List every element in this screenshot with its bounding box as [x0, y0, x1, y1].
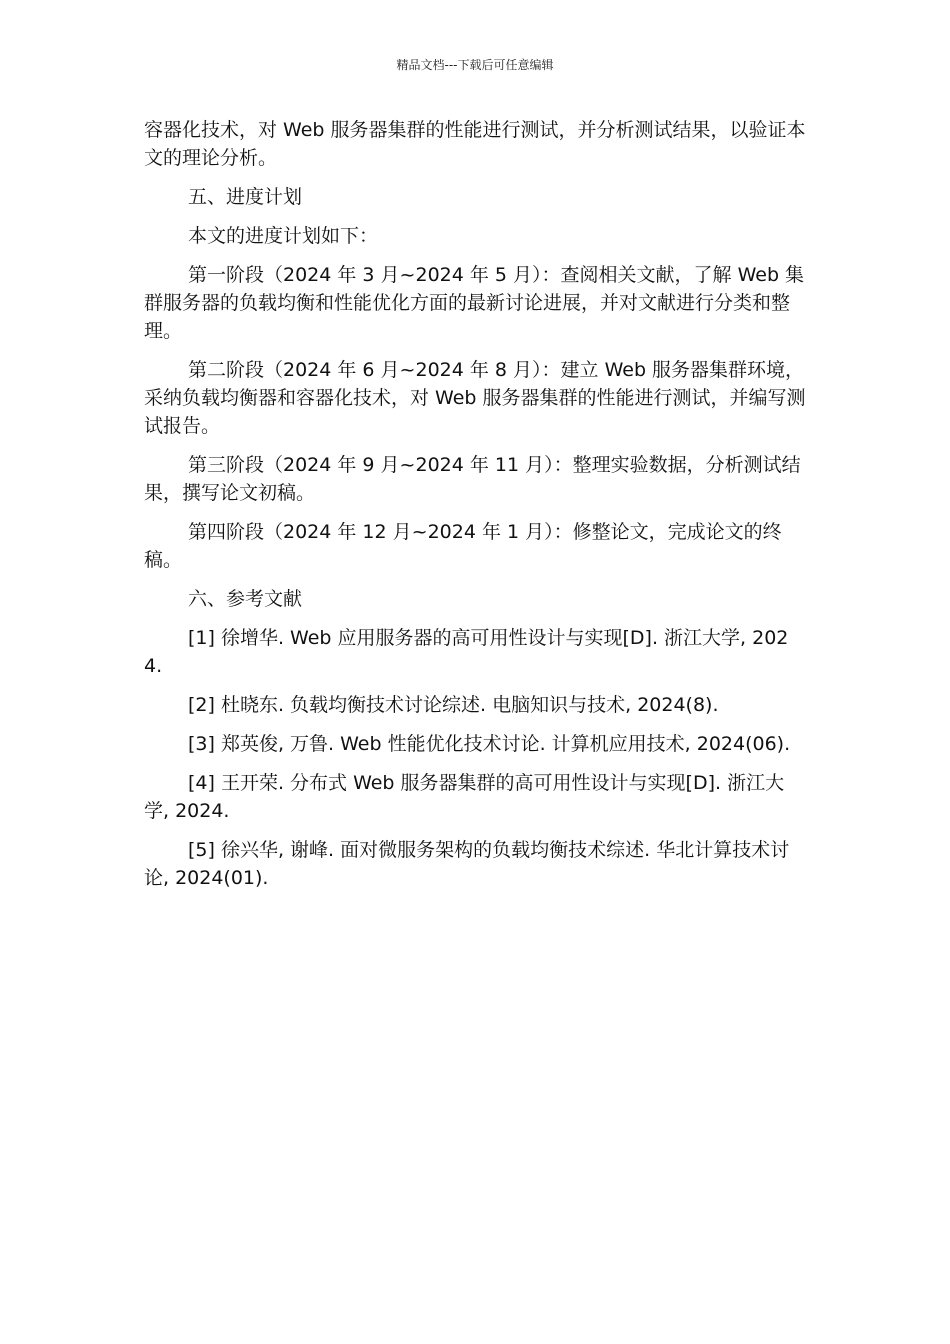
reference-item-3: [3] 郑英俊, 万鲁. Web 性能优化技术讨论. 计算机应用技术, 2024(06).: [188, 733, 791, 755]
paragraph-intro-continuation: 容器化技术，对 Web 服务器集群的性能进行测试，并分析测试结果，以验证本文的理论分析。: [144, 119, 806, 169]
document-body: [144, 116, 806, 903]
section-heading-references: 六、参考文献: [188, 588, 303, 610]
page-header: 精品文档---下载后可任意编辑: [396, 58, 554, 72]
reference-item-2: [2] 杜晓东. 负载均衡技术讨论综述. 电脑知识与技术, 2024(8).: [188, 694, 719, 716]
reference-item-5: [5] 徐兴华, 谢峰. 面对微服务架构的负载均衡技术综述. 华北计算技术讨论, 2024(01).: [144, 839, 790, 889]
reference-item-1: [1] 徐增华. Web 应用服务器的高可用性设计与实现[D]. 浙江大学, 2024.: [144, 627, 789, 677]
section-heading-schedule: 五、进度计划: [188, 186, 303, 208]
paragraph-phase-2: 第二阶段（2024 年 6 月~2024 年 8 月）：建立 Web 服务器集群环境，采纳负载均衡器和容器化技术，对 Web 服务器集群的性能进行测试，并编写测试报告。: [144, 359, 806, 437]
paragraph-phase-3: 第三阶段（2024 年 9 月~2024 年 11 月）：整理实验数据，分析测试结果，撰写论文初稿。: [144, 454, 801, 504]
paragraph-schedule-intro: 本文的进度计划如下：: [188, 225, 379, 247]
paragraph-phase-1: 第一阶段（2024 年 3 月~2024 年 5 月）：查阅相关文献，了解 Web 集群服务器的负载均衡和性能优化方面的最新讨论进展，并对文献进行分类和整理。: [144, 264, 805, 342]
paragraph-phase-4: 第四阶段（2024 年 12 月~2024 年 1 月）：修整论文，完成论文的终稿。: [144, 521, 782, 571]
reference-item-4: [4] 王开荣. 分布式 Web 服务器集群的高可用性设计与实现[D]. 浙江大学, 2024.: [144, 772, 785, 822]
